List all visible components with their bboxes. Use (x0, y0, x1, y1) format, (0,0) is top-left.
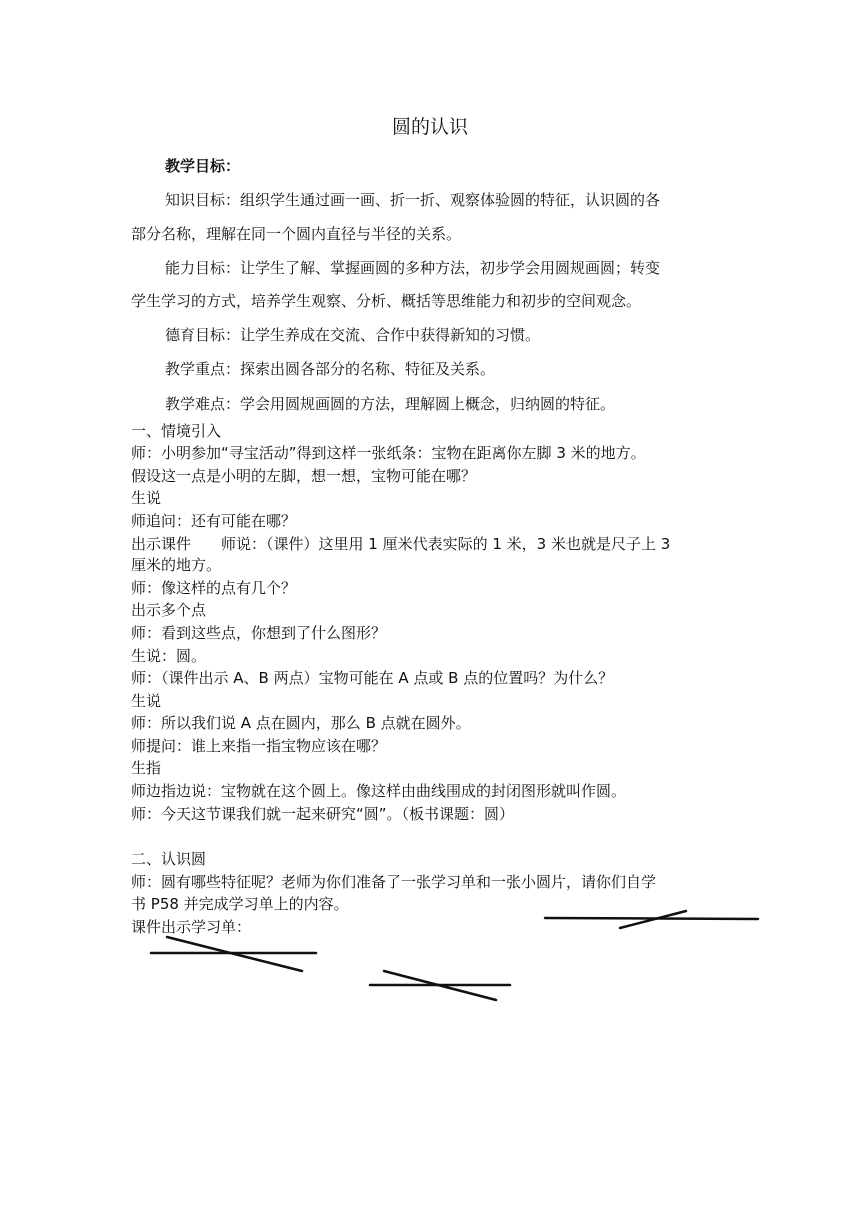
section1-line: 生说 (131, 692, 162, 710)
page-title: 圆的认识 (391, 116, 468, 138)
section1-line: 生说 (131, 489, 162, 507)
section1-line: 师：小明参加“寻宝活动”得到这样一张纸条：宝物在距离你左脚 3 米的地方。 (131, 444, 646, 462)
paragraph-knowledge-2: 部分名称，理解在同一个圆内直径与半径的关系。 (131, 225, 462, 243)
section2-line: 课件出示学习单： (131, 918, 252, 936)
stroke-line (384, 971, 496, 1000)
section1-line: 师：像这样的点有几个？ (131, 579, 297, 597)
section1-line: 师追问：还有可能在哪？ (131, 512, 297, 530)
paragraph-difficulty: 教学难点：学会用圆规画圆的方法，理解圆上概念，归纳圆的特征。 (165, 395, 616, 413)
section1-line: 生说：圆。 (131, 647, 207, 665)
section1-line: 师：看到这些点，你想到了什么图形？ (131, 624, 387, 642)
paragraph-key-point: 教学重点：探索出圆各部分的名称、特征及关系。 (165, 360, 496, 378)
section2-line: 师：圆有哪些特征呢？老师为你们准备了一张学习单和一张小圆片，请你们自学 (131, 873, 657, 891)
section1-line: 出示多个点 (131, 601, 207, 619)
section1-line: 师：（课件出示 A、B 两点）宝物可能在 A 点或 B 点的位置吗？为什么？ (131, 669, 614, 687)
section1-line: 生指 (131, 759, 162, 777)
section1-line: 出示课件 师说：（课件）这里用 1 厘米代表实际的 1 米，3 米也就是尺子上 3 (131, 535, 671, 553)
section1-line: 厘米的地方。 (131, 556, 222, 574)
section2-heading: 二、认识圆 (131, 850, 207, 868)
paragraph-ability-2: 学生学习的方式，培养学生观察、分析、概括等思维能力和初步的空间观念。 (131, 292, 642, 310)
section1-line: 假设这一点是小明的左脚，想一想，宝物可能在哪？ (131, 467, 477, 485)
section2-line: 书 P58 并完成学习单上的内容。 (131, 895, 349, 913)
stroke-line (167, 937, 302, 971)
objectives-heading: 教学目标： (165, 157, 241, 175)
section1-heading: 一、情境引入 (131, 422, 222, 440)
section1-line: 师：今天这节课我们就一起来研究“圆”。（板书课题：圆） (131, 805, 515, 823)
section1-line: 师：所以我们说 A 点在圆内，那么 B 点就在圆外。 (131, 714, 471, 732)
section1-line: 师边指边说：宝物就在这个圆上。像这样由曲线围成的封闭图形就叫作圆。 (131, 782, 627, 800)
section1-line: 师提问：谁上来指一指宝物应该在哪？ (131, 737, 387, 755)
paragraph-moral: 德育目标：让学生养成在交流、合作中获得新知的习惯。 (165, 326, 541, 344)
paragraph-ability-1: 能力目标：让学生了解、掌握画圆的多种方法，初步学会用圆规画圆；转变 (165, 259, 661, 277)
paragraph-knowledge-1: 知识目标：组织学生通过画一画、折一折、观察体验圆的特征，认识圆的各 (165, 191, 661, 209)
